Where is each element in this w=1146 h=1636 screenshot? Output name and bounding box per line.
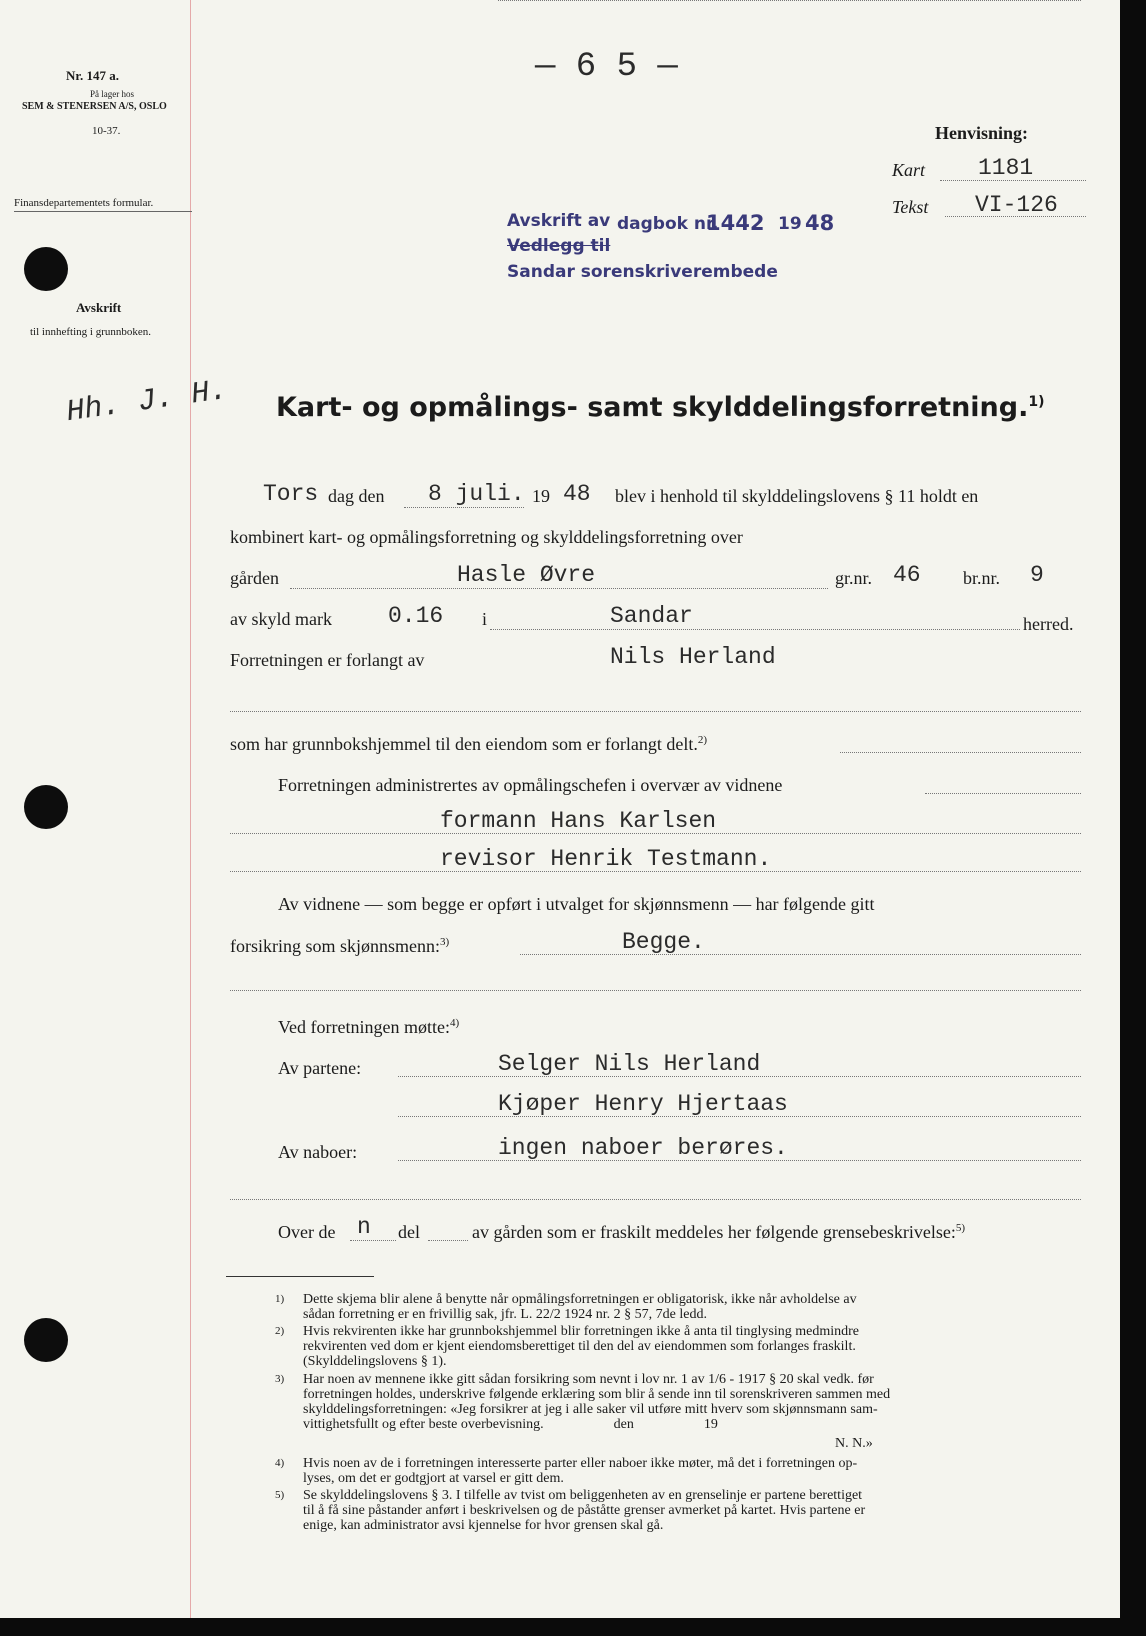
naboer-label: Av naboer: (278, 1142, 358, 1162)
margin-rule (190, 0, 191, 1618)
kart-value: 1181 (978, 155, 1034, 181)
witness-1: formann Hans Karlsen (440, 808, 717, 834)
stamp-court-office: Sandar sorenskriverembede (507, 262, 778, 282)
stamp-avskrift: Avskrift av (507, 211, 611, 231)
initials-signature: Hh. J. H. (64, 373, 230, 431)
fraction-hand: n (357, 1214, 371, 1240)
year-hand: 48 (563, 481, 591, 507)
page-number: — 6 5 — (535, 48, 678, 86)
document-page: — 6 5 — Nr. 147 a. På lager hos SEM & STENERSEN A/S, OSLO 10-37. Finansdepartementets formular. Avskrift til innhefting i grunnboken. Hh. J. H. Henvisning: Kart 1181 Tekst VI-126 Avskrift av dagbok nr. 1442 19 48 Vedlegg til Sandar sorenskriverembede Kart- og opmålings- samt skylddelingsforretning.$^{1)}$ Tors dag den 8 juli. 19 48 blev i henhold til skylddelingslovens § 11 holdt en kombinert kart- og opmålingsforretning og skylddelingsforretning over gården Hasle Øvre gr.nr. 46 br.nr. 9 av skyld mark 0.16 i Sandar herred. Forretningen er forlangt av Nils Herland som har grunnbokshjemmel til den eiendom som er forlangt delt.$^{2)}$ Forretningen administrertes av opmålingschefen i overvær av vidnene formann Hans Karlsen revisor Henrik Testmann. Av vidnene — som begge er opført i utvalget for skjønnsmenn — har følgende gitt forsikring som skjønnsmenn:$^{3)}$ Begge. Ved forretningen møtte:$^{4)}$ Av partene: Selger Nils Herland Kjøper Henry Hjertaas Av naboer: ingen naboer berøres. Over de n del av gården som er fraskilt meddeles her følgende grensebeskrivelse:$^{5)}$ 1) Dette skjema blir alene å benytte når opmålingsforretningen er obligatorisk, ikke når avholdelse av sådan forretning er en frivillig sak, jfr. L. 22/2 1924 nr. 2 § 57, 7de ledd. 2) Hvis rekvirenten ikke har grunnbokshjemmel blir forretningen ikke å anta til tinglysing medmindre rekvirenten ved dom er kjent eiendomsberettiget til den del av eiendommen som forlanges fraskilt. (Skylddelingslovens § 1). 3) Har noen av mennene ikke gitt sådan forsikring som nevnt i lov nr. 1 av 1/6 - 1917 § 20 skal vedk. før forretningen holdes, underskrive følgende erklæring som blir å sende inn til sorenskriveren sammen med skylddelingsforretningen: «Jeg forsikrer at jeg i alle saker vil utføre mitt hverv som skjønnsmann sam- vittighetsfullt og efter beste overbevisning. den 19 N. N.» 4) Hvis noen av de i forretningen interesserte parter eller naboer ikke møter, må det i forretningen op- lyses, om det er godtgjort at varsel er gitt dem. 5) Se skylddelingslovens § 3. I tilfelle av tvist om beliggenheten av en grenselinje er partene berettiget til å få sine påstander anført i beskrivelsen og de påståtte grenser avmerket på kartet. Hvis partene er enige, kan administrator avsi kjennelse for hvor grensen skal gå. (0, 0, 1120, 1618)
stamp-year-prefix: 19 (778, 214, 802, 234)
grnr-label: gr.nr. (835, 568, 873, 588)
herred-label: herred. (1023, 614, 1074, 634)
weekday-hand: Tors (263, 481, 319, 507)
form-number: Nr. 147 a. (66, 68, 119, 83)
grnr-value: 46 (893, 562, 921, 588)
department-label: Finansdepartementets formular. (14, 197, 154, 209)
publisher-note: På lager hos (90, 89, 134, 99)
footnote-rule (226, 1276, 374, 1277)
herred-value: Sandar (610, 603, 693, 629)
skyld-value: 0.16 (388, 603, 444, 629)
document-title: Kart- og opmålings- samt skylddelingsforretning.$^{1)}$ (276, 392, 1045, 423)
punch-hole (24, 1318, 68, 1362)
divider (14, 211, 192, 212)
stamp-dagbok: dagbok nr. (617, 214, 719, 234)
tekst-value: VI-126 (975, 192, 1058, 218)
form-date-code: 10-37. (92, 125, 121, 137)
naboer-value: ingen naboer berøres. (498, 1135, 788, 1161)
stamp-year: 48 (805, 211, 835, 235)
farm-name: Hasle Øvre (457, 562, 596, 588)
farm-label: gården (230, 568, 279, 588)
footnote-3-signature: N. N.» (835, 1436, 873, 1451)
brnr-label: br.nr. (963, 568, 1001, 588)
stamp-vedlegg: Vedlegg til (507, 236, 611, 256)
witness-2: revisor Henrik Testmann. (440, 846, 772, 872)
administered-text: Forretningen administrertes av opmålingschefen i overvær av vidnene (278, 775, 783, 795)
scan-edge-right (1120, 0, 1146, 1636)
scan-edge-bottom (0, 1618, 1146, 1636)
avskrift-label: Avskrift (76, 300, 122, 315)
year-prefix: 19 (532, 486, 550, 506)
requested-label: Forretningen er forlangt av (230, 650, 425, 670)
hjemmel-text: som har grunnbokshjemmel til den eiendom som er forlangt delt.$^{2)}$ (230, 734, 708, 754)
i-label: i (482, 609, 488, 629)
brnr-value: 9 (1030, 562, 1044, 588)
over-de-label: Over de (278, 1222, 336, 1242)
forsikring-value: Begge. (622, 929, 705, 955)
kart-label: Kart (892, 160, 926, 180)
weekday-print: dag den (328, 486, 385, 506)
publisher-name: SEM & STENERSEN A/S, OSLO (22, 101, 167, 112)
del-label: del (398, 1222, 420, 1242)
stamp-journal-number: 1442 (706, 211, 765, 235)
tekst-label: Tekst (892, 197, 929, 217)
reference-heading: Henvisning: (935, 123, 1029, 143)
mote-label: Ved forretningen møtte:$^{4)}$ (278, 1017, 460, 1037)
punch-hole (24, 785, 68, 829)
vidnene-text: Av vidnene — som begge er opført i utvalget for skjønnsmenn — har følgende gitt (278, 894, 875, 914)
avskrift-sub: til innhefting i grunnboken. (30, 326, 151, 338)
party-seller: Selger Nils Herland (498, 1051, 761, 1077)
grensebeskrivelse-text: av gården som er fraskilt meddeles her følgende grensebeskrivelse:$^{5)}$ (472, 1222, 965, 1242)
intro-line2: kombinert kart- og opmålingsforretning og skylddelingsforretning over (230, 527, 743, 547)
intro-text: blev i henhold til skylddelingslovens § 11 holdt en (615, 486, 979, 506)
partene-label: Av partene: (278, 1058, 362, 1078)
requester-name: Nils Herland (610, 644, 776, 670)
punch-hole (24, 247, 68, 291)
date-hand: 8 juli. (428, 481, 525, 507)
forsikring-label: forsikring som skjønnsmenn:$^{3)}$ (230, 936, 450, 956)
party-buyer: Kjøper Henry Hjertaas (498, 1091, 788, 1117)
skyld-label: av skyld mark (230, 609, 332, 629)
